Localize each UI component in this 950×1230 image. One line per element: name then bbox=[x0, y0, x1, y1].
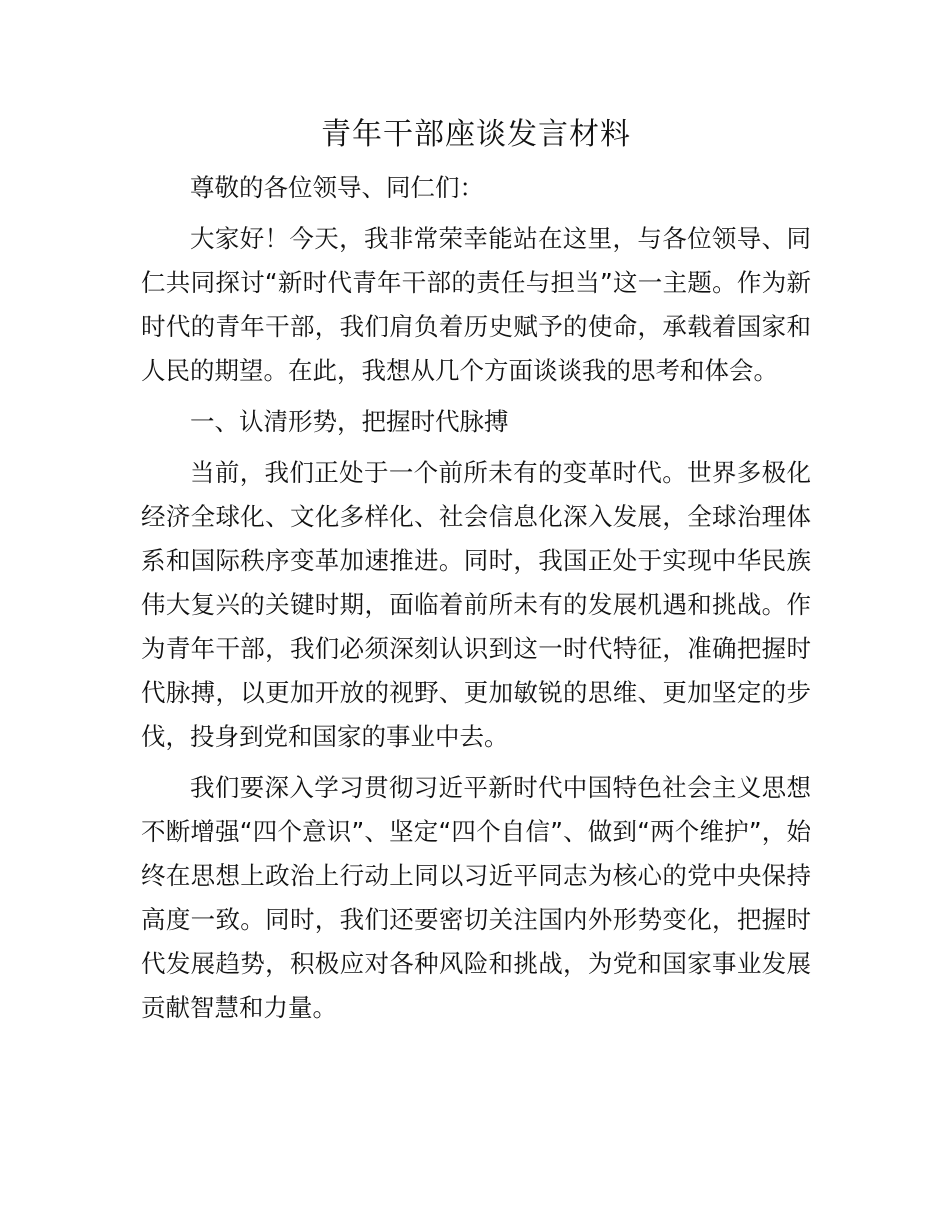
salutation: 尊敬的各位领导、同仁们： bbox=[190, 173, 484, 202]
document-body bbox=[141, 110, 811, 1037]
document-title: 青年干部座谈发言材料 bbox=[321, 117, 631, 152]
paragraph-situation: 当前，我们正处于一个前所未有的变革时代。世界多极化经济全球化、文化多样化、社会信息化深入发展，全球治理体系和国际秩序变革加速推进。同时，我国正处于实现中华民族伟大复兴的关键时期，面临着前所未有的发展机遇和挑战。作为青年干部，我们必须深刻认识到这一时代特征，准确把握时代脉搏，以更加开放的视野、更加敏锐的思维、更加坚定的步伐，投身到党和国家的事业中去。 bbox=[141, 458, 811, 751]
section-heading: 一、认清形势，把握时代脉搏 bbox=[190, 407, 509, 436]
paragraph-intro: 大家好！今天，我非常荣幸能站在这里，与各位领导、同仁共同探讨“新时代青年干部的责任与担当”这一主题。作为新时代的青年干部，我们肩负着历史赋予的使命，承载着国家和人民的期望。在此，我想从几个方面谈谈我的思考和体会。 bbox=[141, 224, 811, 385]
paragraph-study: 我们要深入学习贯彻习近平新时代中国特色社会主义思想不断增强“四个意识”、坚定“四个自信”、做到“两个维护”，始终在思想上政治上行动上同以习近平同志为核心的党中央保持高度一致。同时，我们还要密切关注国内外形势变化，把握时代发展趋势，积极应对各种风险和挑战，为党和国家事业发展贡献智慧和力量。 bbox=[141, 773, 811, 1022]
